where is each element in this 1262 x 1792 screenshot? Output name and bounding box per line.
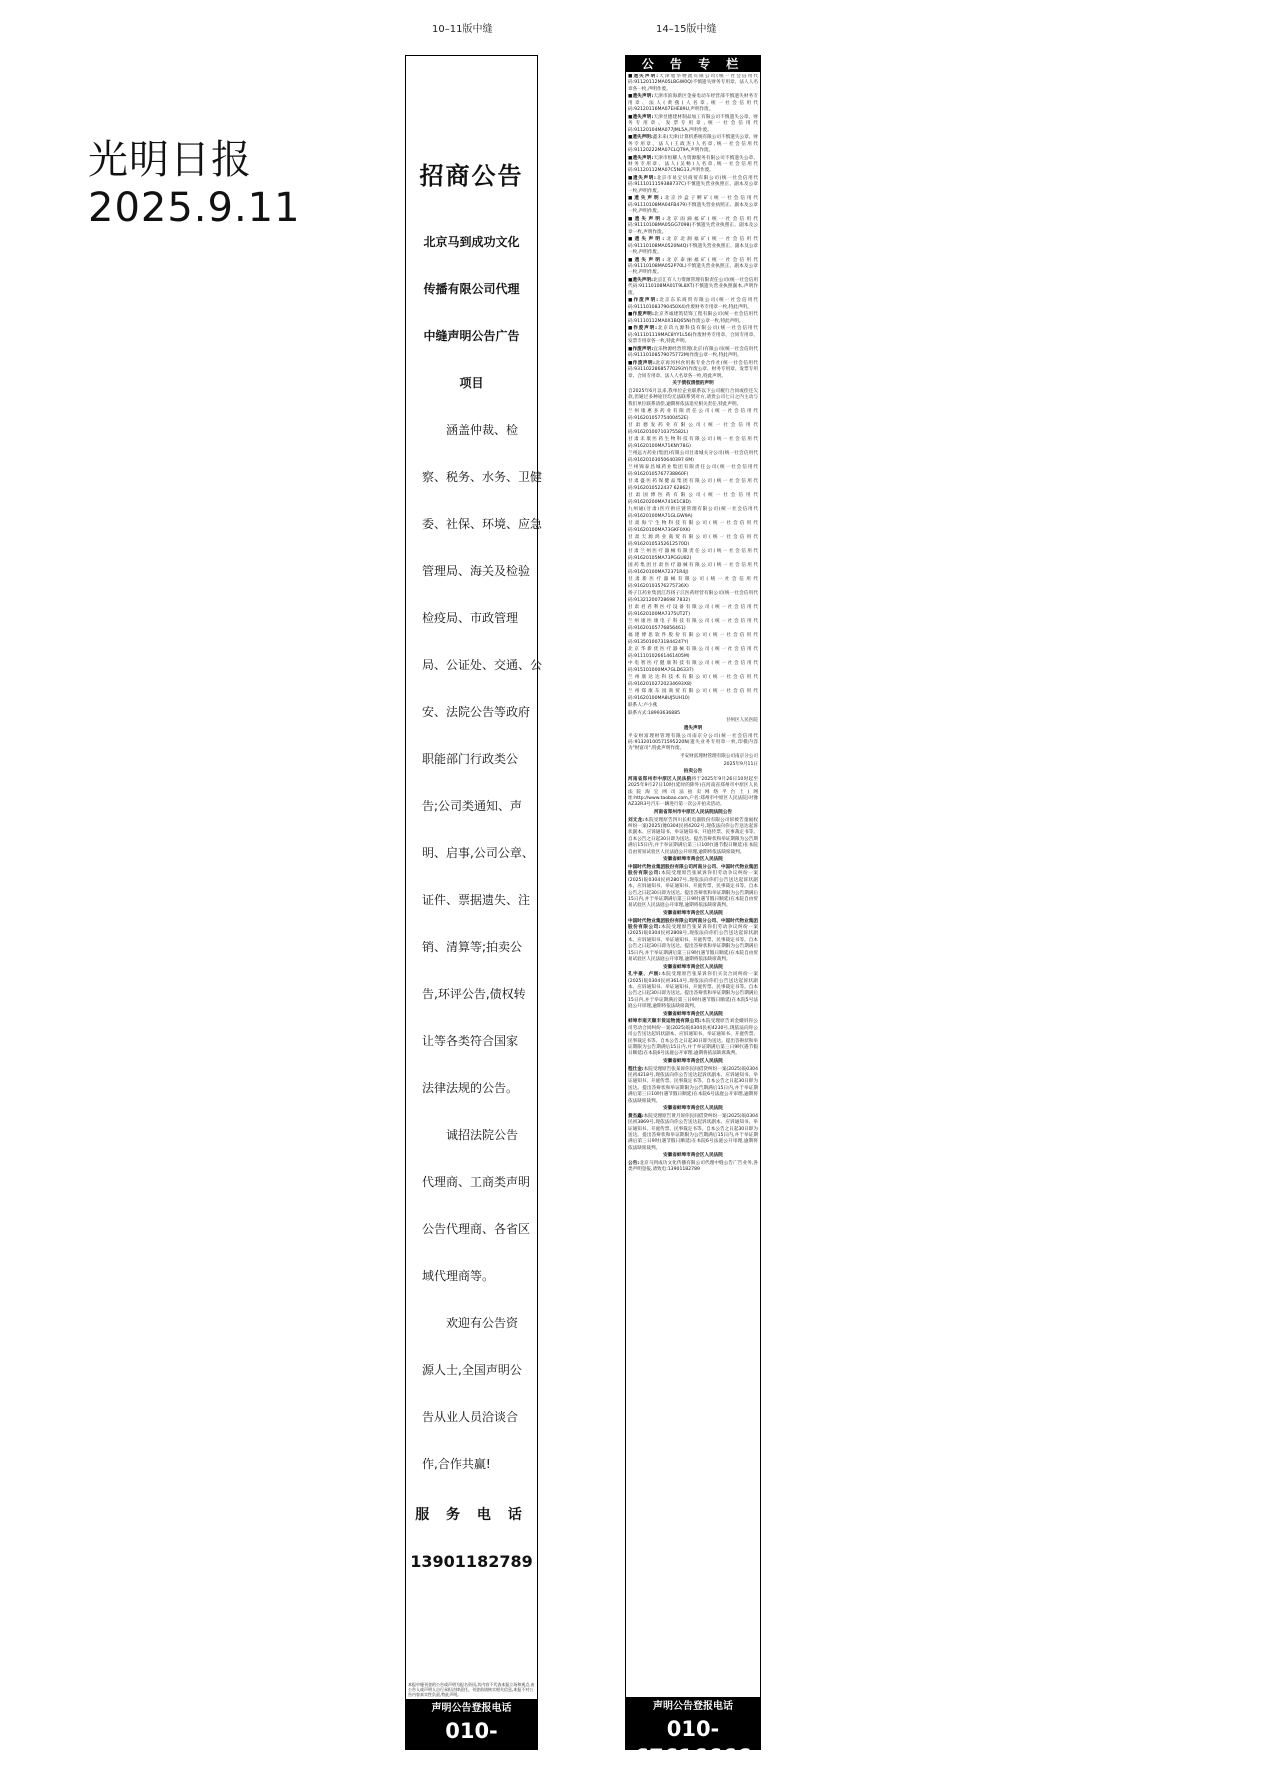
notice-lead: ■遗失声明: — [628, 176, 656, 182]
notice-item — [628, 605, 758, 618]
notice-text: 本院受理原告刘金娥诉你公司劳动合同纠纷一案(2025)皖0304民初4230号,现依法向你公司公告送达起诉状副本、应诉通知书、举证通知书、开庭传票、民事裁定书等。自本公告之日起30日即为送达。提出答辩状和举证期限为公告期满后15日内,并于举证期满后第三日9时(遇节假日顺延)在本院6号法庭公开审理,逾期将依法缺席裁判。 — [628, 1019, 758, 1057]
notice-lead: 公告: — [628, 1161, 640, 1166]
notice-list — [628, 74, 758, 1693]
newspaper-name: 光明日报 — [88, 137, 252, 183]
ad-body-line: 公告代理商、各省区 — [422, 1222, 531, 1236]
notice-text: 北京市易宝贝商贸有限公司(统一社会信用代码:9111011159388737C)不慎遗失营业执照正、副本及公章一枚,声明作废。 — [628, 176, 758, 194]
notice-item — [628, 94, 758, 113]
service-phone-number: 13901182789 — [410, 1552, 533, 1571]
notice-item: 关于债权清偿的声明 — [672, 381, 714, 387]
notice-text: 北京雨滴福矿(统一社会信用代码:91110108MA05GG7098)不慎遗失营业执照正、副本及公章一枚,声明作废。 — [628, 216, 758, 235]
notice-item — [628, 591, 758, 604]
notice-lead: 刘文龙: — [628, 817, 645, 823]
hotline-number: 010-67616666 — [634, 1717, 752, 1769]
notice-item — [628, 577, 758, 590]
notice-item — [628, 734, 758, 753]
notice-text: 天津旭华物流有限公司(统一社会信用代码:91120112MA05LBGW0Q)不慎遗失财务专用章、法人人名章各一枚,声明作废。 — [628, 74, 758, 92]
notice-item — [628, 1067, 758, 1105]
notice-lead: ■遗失声明: — [628, 237, 665, 243]
notice-item — [628, 156, 758, 175]
service-phone-label: 服 务 电 话 — [415, 1507, 528, 1523]
notice-text: 兰州康达达科技术有限公司(统一社会信用代码:91620102720234693X8) — [628, 675, 758, 687]
notice-lead: ■遗失声明: — [628, 216, 665, 222]
seam-label-left: 10–11版中缝 — [432, 24, 493, 35]
notice-item — [628, 389, 758, 408]
notice-item: 安徽省蚌埠市禹会区人民法院 — [663, 1153, 723, 1159]
ad-body-line: 涵盖仲裁、检 — [446, 423, 519, 437]
notice-text: 自2025年6月以来,我单位企业联系以下公司履行合同或偿还欠款,但通过多种途径均无法联系到对方,请贵公司七日之内主动与我们单位联系清偿,逾期将依法追究相关责任,特此声明。 — [628, 388, 758, 407]
hotline-banner — [406, 1699, 537, 1771]
notice-text: 北京玖九源科技有限公司(统一社会信用代码:911101119MAC8YY1L56)作废财务专用章、合同专用章、发票专用章各一枚,特此声明。 — [628, 326, 758, 345]
company-line: 传播有限公司代理 — [423, 282, 520, 296]
hotline-number: 010-67616666 — [413, 1719, 530, 1771]
notice-lead: ■作废声明: — [628, 360, 655, 366]
notice-item — [628, 196, 758, 215]
masthead — [88, 136, 328, 232]
notice-item: 甘州区人民医院 — [725, 718, 758, 724]
notice-lead: ■遗失声明: — [628, 74, 659, 79]
notice-text: 甘肃盛医药保健品集团有限公司(统一社会信用代码:9162010522437 62862) — [628, 479, 758, 491]
notice-item — [628, 493, 758, 506]
ad-body-line: 检疫局、市政管理 — [422, 611, 519, 625]
notice-item — [628, 689, 758, 702]
notice-item — [628, 312, 758, 325]
disclaimer-fine-print: 本报中缝刊登的公告或声明为报名资讯,其内容不代表本报立场和观点,由公告人或声明人自行承担法律责任。刊登前请核实相关信息,本报不对公告内容真实性负责,特此声明。 — [408, 1682, 535, 1697]
notice-text: 联系方式:18993636885 — [628, 710, 681, 716]
notice-item — [628, 217, 758, 236]
ad-body-line: 欢迎有公告资 — [446, 1316, 519, 1330]
notice-text: 国药集团甘肃医疗器械有限公司(统一社会信用代码:91620100MA72371R4J) — [628, 563, 758, 575]
notice-item — [628, 326, 758, 345]
ad-body-line: 代理商、工商类声明 — [422, 1175, 531, 1189]
seam-label-right: 14–15版中缝 — [656, 24, 717, 35]
notice-lead: ■遗失声明: — [628, 278, 654, 284]
ad-body-line: 销、清算等;拍卖公 — [422, 940, 523, 954]
notice-item — [628, 409, 758, 422]
ad-title: 招商公告 — [419, 162, 524, 190]
notice-item — [628, 74, 758, 93]
notice-item — [628, 176, 758, 195]
notice-lead: 中国时代物业集团股份有限公司河南分公司、中国时代物业集团股份有限公司: — [628, 864, 758, 877]
hotline-banner — [626, 1697, 760, 1769]
notice-item — [628, 563, 758, 576]
notice-item — [628, 437, 758, 450]
company-line: 北京马到成功文化 — [423, 235, 520, 249]
notice-text: 北京汇有人力资源管理有限责任公司(统一社会信用代码:91110108MA01T9L8XT)不慎遗失营业执照副本,声明作废。 — [628, 278, 758, 296]
notice-item — [628, 451, 758, 464]
notice-lead: ■遗失声明: — [628, 114, 654, 120]
notice-text: 北京齐诚建筑装饰工程有限公司(统一社会信用代码:91110112MA0X1BQ65N)作废公章一枚,特此声明。 — [628, 312, 758, 324]
ad-body-line: 告;公司类通知、声 — [422, 799, 523, 813]
ad-body-line: 源人士,全国声明公 — [422, 1363, 522, 1377]
hotline-label: 声明公告登报电话 — [653, 1701, 733, 1712]
notice-lead: 蚌埠市南天顺丰货运物流有限公司: — [628, 1019, 702, 1025]
notice-item: 安徽省蚌埠市禹会区人民法院 — [663, 857, 723, 863]
notice-text: 北京马到成功文化传播有限公司代理中缝公告广告业务,各类声明登报,请致电:13901182789 — [628, 1161, 758, 1173]
ad-body-line: 作,合作共赢! — [422, 1457, 491, 1471]
ad-body-line: 让等各类符合国家 — [422, 1034, 519, 1048]
notice-item — [628, 135, 758, 154]
notice-item — [628, 633, 758, 646]
notice-lead: ■遗失声明: — [628, 135, 653, 141]
notice-lead: 中国时代物业集团股份有限公司河南分公司、中国时代物业集团股份有限公司: — [628, 918, 758, 930]
ad-body-line: 诚招法院公告 — [446, 1128, 519, 1142]
notice-column — [625, 55, 761, 1769]
notice-text: 本院受理原告张斌诉你们劳动争议纠纷一案(2025)皖0304民初2807号,现依法向你们公告送达起诉状副本、应诉通知书、举证通知书、开庭传票、民事裁定书等。自本公告之日起30日即为送达。提出答辩状和举证期限为公告期满后15日内,并于举证期满后第三日9时(遇节假日顺延)在本院自由贸易试验区人民法庭公开审理,逾期将依法缺席裁判。 — [628, 871, 758, 909]
notice-item — [628, 1114, 758, 1152]
notice-text: 本院受理原告四川长虹电器股份有限公司诉被告童福权纠纷一案(2025)豫0304民初4202号,现依法向你公告送达起诉状副本、应诉通知书、举证通知书、开庭传票、民事裁定书等。自本公告之日起30日即为送达。提出答辩状和举证期限为公告期满后15日内,并于举证期满后第三日10时(遇节假日顺延)在本院自由贸易试验区人民法庭公开审理,逾期将依法缺席裁判。 — [628, 817, 758, 855]
notice-text: 天津市滨海新区金豪电动车经营部不慎遗失财务专用章、法人(黄燕)人名章,统一社会信用代码:92120116MA07EHE89U,声明作废。 — [628, 94, 758, 113]
notice-item — [628, 711, 758, 717]
notice-text: 天津市恒耀人力资源服务有限公司不慎遗失公章、财务专用章、法人(吴畅)人名章,统一社会信用代码:91120112MA07C5NG13,声明作废。 — [628, 155, 758, 174]
notice-text: 北京东乐商贸有限公司(统一社会信用代码:911101083790450X4)作废财务专用章一枚,特此声明。 — [628, 298, 758, 310]
notice-text: 扬子江药业集团江苏扬子江医药经营有限公司(统一社会信用代码:91321200728698 7832) — [628, 591, 758, 603]
ad-body-line: 告从业人员洽谈合 — [422, 1410, 519, 1424]
notice-column-header: 公 告 专 栏 — [626, 56, 760, 72]
notice-text: 兰州康惠多药业有限责任公司(统一社会信用代码:91620105775400452E) — [628, 409, 758, 421]
notice-item — [628, 115, 758, 134]
notice-item — [628, 258, 758, 277]
notice-text: 将于2025年9月26日10时起至2025年9月27日10时(延时的除外)在河南省郑州市中原区人民法院淘宝网司法拍卖网络平台上(网址:http://www.taobao.com,户名:郑州市中原区人民法院)对豫AZ32R3号汽车一辆进行第一次公开拍卖活动。 — [628, 776, 758, 808]
notice-item — [628, 619, 758, 632]
notice-item — [628, 423, 758, 436]
notice-text: 甘肃未康医药生物科技有限公司(统一社会信用代码:91620100MA71KNY78G) — [628, 437, 758, 449]
notice-item: 平安财富理财管理有限公司南京分公司 — [679, 754, 758, 760]
ad-body-line: 法律法规的公告。 — [422, 1081, 519, 1095]
notice-text: 天津昱德建材制品加工有限公司不慎遗失公章、财务专用章、发票专用章,统一社会信用代码:91120104MA077JML5A,声明作废。 — [628, 114, 758, 133]
notice-text: 北京泰丽福矿(统一社会信用代码:91110108MA052P70L)不慎遗失营业执照正、副本及公章一枚,声明作废。 — [628, 257, 758, 276]
notice-text: 兰州锦泰昌城药业集团有限责任公司(统一社会信用代码:91620105767738860F) — [628, 465, 758, 477]
notice-lead: ■作废声明: — [628, 298, 659, 304]
notice-item — [628, 465, 758, 478]
notice-text: 甘肃海宁生物科技有限公司(统一社会信用代码:91620100MA73GKF0XK) — [628, 521, 758, 533]
notice-item: 安徽省蚌埠市禹会区人民法院 — [663, 910, 723, 916]
notice-item — [628, 298, 758, 311]
issue-date: 2025.9.11 — [88, 185, 301, 231]
notice-text: 北京再河村食用畜专业合作社(统一社会信用代码:93110228685770293Y)作废公章、财务专用章、发票专用章、合同专用章、法人人名章各一枚,特此声明。 — [628, 360, 758, 379]
notice-item — [628, 703, 758, 709]
notice-item: 安徽省蚌埠市禹会区人民法院 — [663, 1011, 723, 1017]
notice-lead: 河南省郑州市中原区人民法院 — [628, 776, 692, 782]
ad-body-line: 证件、票据遗失、注 — [422, 893, 531, 907]
notice-item: 安徽省蚌埠市禹会区人民法院 — [663, 964, 723, 970]
notice-lead: 黄杰鑫: — [628, 1113, 644, 1119]
ad-body-line: 察、税务、水务、卫健 — [422, 470, 543, 484]
notice-text: 鑫未来(天津)计算机系统有限公司不慎遗失公章、财务专用章、法人(王政杰)人名章,统一社会信用代码:91120222MA07CLQT9A,声明作废。 — [628, 135, 758, 154]
notice-text: 本院受理原告张某诉你们劳动争议纠纷一案(2025)皖0304民初2808号,现依法向你们公告送达起诉状副本、应诉通知书、举证通知书、开庭传票、民事裁定书等。自本公告之日起30日即为送达。提出答辩状和举证期限为公告期满后15日内,并于举证期满后第三日9时(遇节假日顺延)在本院自由贸易试验区人民法庭公开审理,逾期将依法缺席裁判。 — [628, 924, 758, 962]
hotline-label: 声明公告登报电话 — [431, 1703, 512, 1714]
notice-item — [628, 818, 758, 856]
notice-item — [628, 1019, 758, 1057]
notice-text: 平安财富理财管理有限公司南京分公司(统一社会信用代码:91320100571595220N)遗失业务专用章一枚,印模内容为"财富司",特此声明作废。 — [628, 733, 758, 752]
notice-item: 拍卖公告 — [683, 769, 703, 775]
ad-body-line: 域代理商等。 — [422, 1269, 495, 1283]
notice-lead: ■遗失声明: — [628, 155, 654, 161]
notice-text: 福建博思软件股份有限公司(统一社会信用代码:91350100731844247Y) — [628, 633, 758, 645]
notice-text: 北京华新优医疗器械有限公司(统一社会信用代码:91110102661461405M) — [628, 647, 758, 659]
notice-text: 甘肃新医疗器械有限公司(统一社会信用代码:91620103576275736X) — [628, 577, 758, 589]
notice-text: 兰州康医康电子科技有限公司(统一社会信用代码:91620105776856461) — [628, 619, 758, 631]
notice-item — [628, 479, 758, 492]
notice-item — [628, 972, 758, 1010]
notice-lead: ■作废声明: — [628, 312, 654, 318]
ad-body-line: 明、启事,公司公章、 — [422, 846, 534, 860]
notice-lead: ■遗失声明: — [628, 94, 654, 100]
notice-item — [628, 237, 758, 256]
notice-item — [628, 919, 758, 964]
notice-text: 甘肃兰州医疗器械有限责任公司(统一社会信用代码:91620105MA73PGGU82) — [628, 549, 758, 561]
notice-lead: ■遗失声明: — [628, 257, 665, 263]
notice-item: 遗失声明 — [683, 726, 703, 732]
notice-text: 联系人:卢小燕 — [628, 703, 658, 709]
notice-text: 兰州郑康东园商贸有限公司(统一社会信用代码:91620100MA8UJ5UH10) — [628, 689, 758, 701]
ad-body-line: 职能部门行政类公 — [422, 752, 519, 766]
company-line: 中缝声明公告广告 — [423, 329, 520, 343]
notice-text: 兰州远方药业(集团)有限公司甘肃城关分公司(统一社会信用代码:91620103050640397 6M) — [628, 451, 758, 463]
ad-body-line: 局、公证处、交通、公 — [422, 658, 543, 672]
notice-item — [628, 549, 758, 562]
notice-lead: ■作废声明: — [628, 346, 654, 352]
notice-item — [628, 675, 758, 688]
notice-item — [628, 347, 758, 360]
notice-text: 甘肃德发药业有限公司(统一社会信用代码:91620100710375582L) — [628, 423, 758, 435]
notice-item — [628, 865, 758, 910]
notice-item — [628, 661, 758, 674]
notice-text: 甘肃君君利医疗设备有限公司(统一社会信用代码:91620100MA7375UT2T) — [628, 605, 758, 617]
ad-body-line: 告,环评公告,债权转 — [422, 987, 526, 1001]
investment-ad-column — [405, 55, 543, 1771]
notice-text: 宜乐物源经营管理(北京)有限公司(统一社会信用代码:91110108579075772M)作废公章一枚,特此声明。 — [628, 346, 758, 359]
notice-text: 本院受理原告张某诉你们买卖合同纠纷一案(2025)皖0304民初3614号,现依法向你们公告送达起诉状副本、应诉通知书、举证通知书、开庭传票、民事裁定书等。自本公告之日起30日即为送达。提出答辩状和举证期限为公告期满后15日内,并于举证期满后第三日9时(遇节假日顺延)在本院5号法庭公开审理,逾期将依法缺席裁判。 — [628, 972, 758, 1010]
notice-item — [628, 507, 758, 520]
notice-item — [628, 361, 758, 380]
notice-text: 北京沙盒子孵矿(统一社会信用代码:91110108MA04FB479)不慎遗失营业执照正、副本及公章一枚,声明作废。 — [628, 196, 758, 215]
notice-text: 本院受理原告张某诉你民间借贷纠纷一案(2025)皖0304民初4218号,现依法向你公告送达起诉状副本、应诉通知书、举证通知书、开庭传票、民事裁定书等。自本公告之日起30日即为送达。提出答辩状和举证期限为公告期满后15日内,并于举证期满后第三日10时(遇节假日顺延)在本院6号法庭公开审理,逾期将依法缺席裁判。 — [628, 1066, 758, 1104]
notice-text: 甘肃天源鸿业商贸有限公司(统一社会信用代码:91620105352612570D) — [628, 535, 758, 547]
notice-item — [628, 535, 758, 548]
notice-text: 北京北涧福矿(统一社会信用代码:91110108MA0520N4Q)不慎遗失营业执照正、副本及公章一枚,声明作废。 — [628, 237, 758, 256]
ad-body-line: 委、社保、环境、应急 — [422, 517, 543, 531]
notice-lead: ■作废声明: — [628, 326, 657, 332]
notice-item: 安徽省蚌埠市禹会区人民法院 — [663, 1058, 723, 1064]
notice-item: 安徽省蚌埠市禹会区人民法院 — [663, 1106, 723, 1112]
ad-body-line: 安、法院公告等政府 — [422, 705, 531, 719]
notice-item — [628, 278, 758, 297]
company-line: 项目 — [459, 376, 484, 390]
notice-text: 本院受理原告黄月诉你民间借贷纠纷一案(2025)皖0304民初3869号,现依法向你公告送达起诉状副本、应诉通知书、举证通知书、开庭传票、民事裁定书等。自本公告之日起30日即为送达。提出答辩状和举证期限为公告期满后15日内,并于举证期满后第三日9时(遇节假日顺延)在本院6号法庭公开审理,逾期将依法缺席裁判。 — [628, 1113, 758, 1151]
notice-item — [628, 777, 758, 809]
notice-text: 甘肃国博医药有限公司(统一社会信用代码:91620200MA741K1C8D) — [628, 493, 758, 505]
notice-text: 九州通(甘肃)医疗供应链管理有限公司(统一社会信用代码:91620100MA71GLGW9A) — [628, 507, 758, 519]
notice-item — [628, 1161, 758, 1174]
notice-item — [628, 521, 758, 534]
notice-lead: ■遗失声明: — [628, 196, 663, 202]
notice-text: 中电智医疗健康科技有限公司(统一社会信用代码:915101000MA7GLD6337) — [628, 661, 758, 673]
notice-item: 河南省郑州市中原区人民法院法院公告 — [653, 810, 733, 816]
notice-item: 2025年9月11日 — [723, 761, 758, 767]
notice-lead: 孔宇豪、卢刚: — [628, 972, 661, 978]
notice-lead: 程仕金: — [628, 1066, 644, 1072]
ad-body-line: 管理局、海关及检验 — [422, 564, 531, 578]
notice-item — [628, 647, 758, 660]
